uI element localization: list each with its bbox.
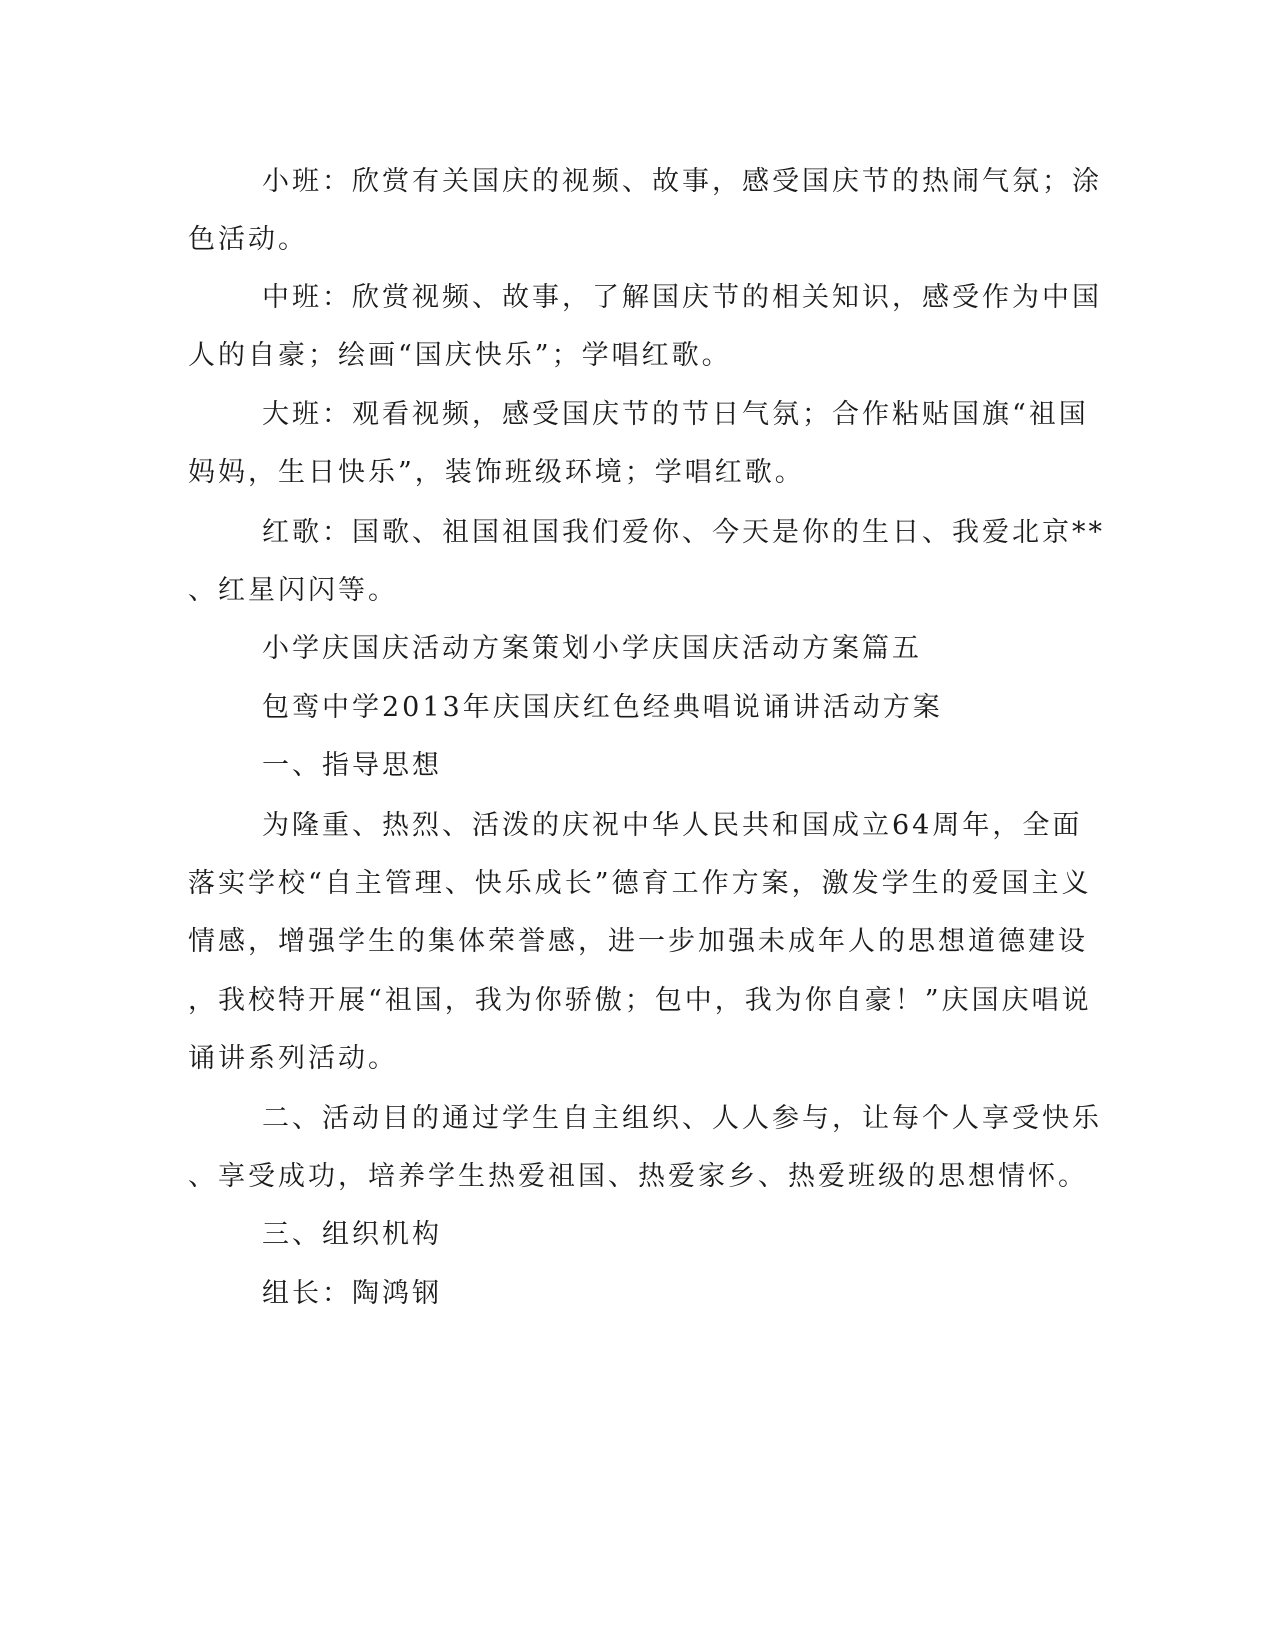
plan-title: 包鸾中学2013年庆国庆红色经典唱说诵讲活动方案 bbox=[262, 692, 943, 723]
text-line: 色活动。 bbox=[188, 224, 308, 255]
text-line: 、红星闪闪等。 bbox=[188, 575, 398, 606]
text-line: 情感，增强学生的集体荣誉感，进一步加强未成年人的思想道德建设 bbox=[188, 926, 1088, 957]
text-line: 组长：陶鸿钢 bbox=[262, 1278, 442, 1309]
text-line: 人的自豪；绘画“国庆快乐”；学唱红歌。 bbox=[188, 340, 732, 371]
heading-organization: 三、组织机构 bbox=[262, 1219, 442, 1250]
text-line: 小班：欣赏有关国庆的视频、故事，感受国庆节的热闹气氛；涂 bbox=[262, 166, 1102, 197]
text-line: 诵讲系列活动。 bbox=[188, 1043, 398, 1074]
text-line: 二、活动目的通过学生自主组织、人人参与，让每个人享受快乐 bbox=[262, 1103, 1102, 1134]
text-line: 红歌：国歌、祖国祖国我们爱你、今天是你的生日、我爱北京** bbox=[262, 517, 1105, 548]
text-line: 大班：观看视频，感受国庆节的节日气氛；合作粘贴国旗“祖国 bbox=[262, 399, 1089, 430]
text-line: 为隆重、热烈、活泼的庆祝中华人民共和国成立64周年，全面 bbox=[262, 810, 1083, 841]
text-line: 妈妈，生日快乐”，装饰班级环境；学唱红歌。 bbox=[188, 457, 805, 488]
text-line: ，我校特开展“祖国，我为你骄傲；包中，我为你自豪！”庆国庆唱说 bbox=[188, 985, 1092, 1016]
text-line: 落实学校“自主管理、快乐成长”德育工作方案，激发学生的爱国主义 bbox=[188, 868, 1092, 899]
text-line: 中班：欣赏视频、故事，了解国庆节的相关知识，感受作为中国 bbox=[262, 282, 1102, 313]
section-title: 小学庆国庆活动方案策划小学庆国庆活动方案篇五 bbox=[262, 633, 922, 664]
heading-guiding-ideology: 一、指导思想 bbox=[262, 750, 442, 781]
text-line: 、享受成功，培养学生热爱祖国、热爱家乡、热爱班级的思想情怀。 bbox=[188, 1161, 1088, 1192]
